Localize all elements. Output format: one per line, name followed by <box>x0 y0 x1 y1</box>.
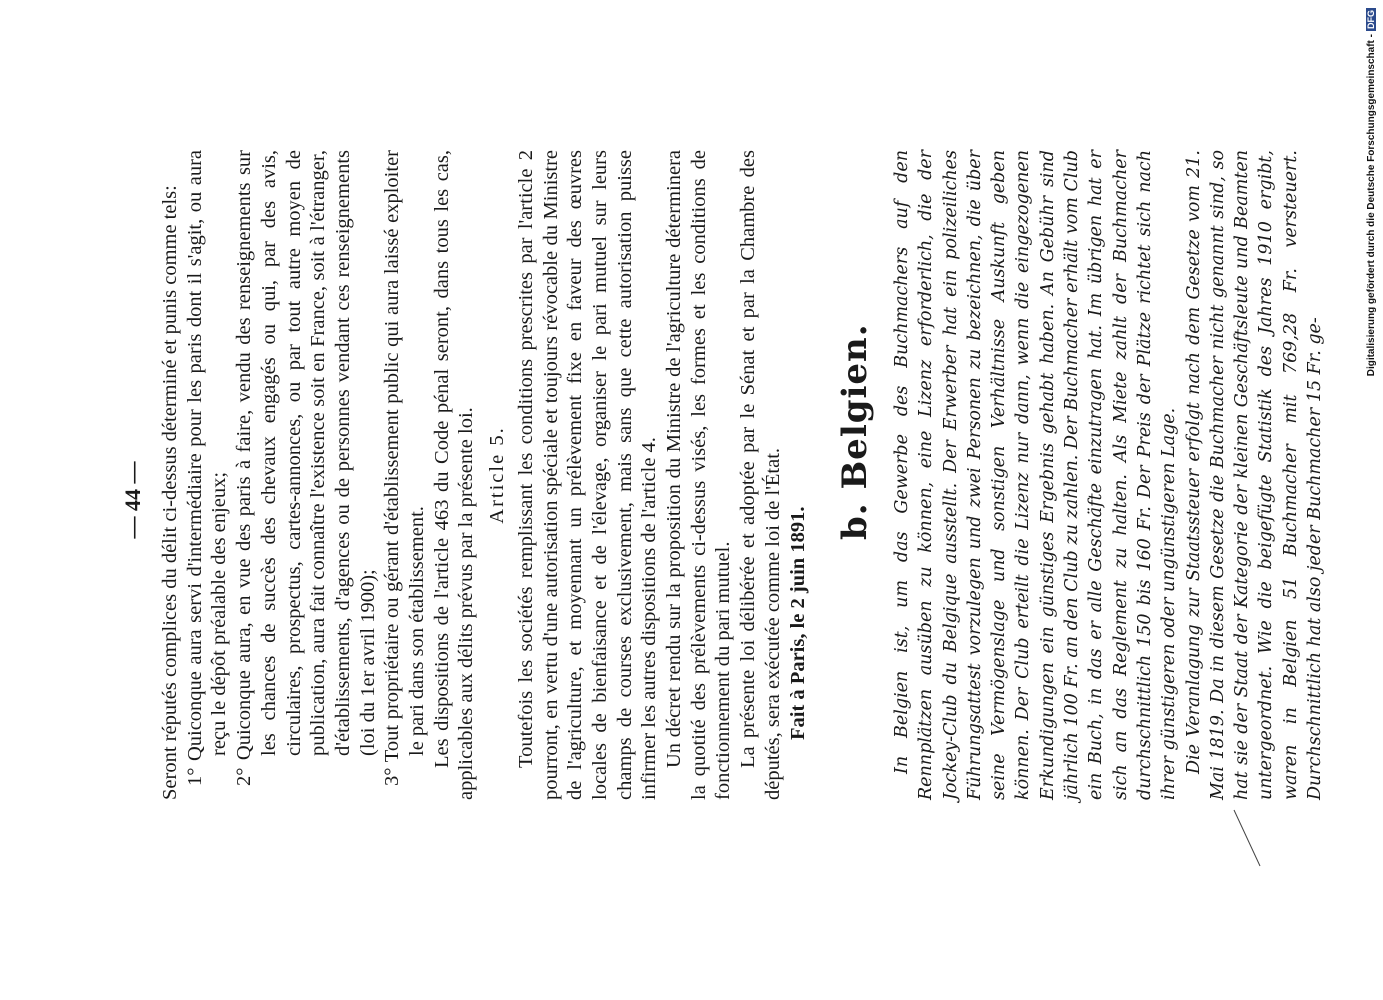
loi-paragraph: La présente loi délibérée et adoptée par le Sénat et par la Chambre des députés, sera exécutée comme loi de l'État. <box>737 150 784 800</box>
intro-paragraph: Seront réputés complices du délit ci-dessus déterminé et punis comme tels: <box>159 185 181 800</box>
section-title: b. Belgien. <box>835 323 875 540</box>
pencil-mark <box>1232 808 1262 868</box>
decret-paragraph: Un décret rendu sur la proposition du Ministre de l'agriculture déterminera la quotité des prélèvements ci-dessus visés, les formes et les conditions de fonctionnement du pari mutuel. <box>663 150 735 800</box>
list-item-3: 3° Tout propriétaire ou gérant d'établissement public qui aura laissé exploiter le pari dans son établissement. <box>381 150 429 786</box>
dfg-logo: DFG <box>1366 10 1376 29</box>
french-law-text <box>158 150 810 800</box>
code-paragraph: Les dispositions de l'article 463 du Code pénal seront, dans tous les cas, applicables aux délits prévus par la présente loi. <box>430 150 478 800</box>
credit-text: Digitalisierung gefördert durch die Deutsche Forschungsgemeinschaft - <box>1366 34 1377 377</box>
digitization-credit <box>1366 8 1380 388</box>
list-item-1: 1° Quiconque aura servi d'intermédiaire pour les paris dont il s'agit, ou aura reçu le dépôt préalable des enjeux; <box>183 150 231 786</box>
list-item-2: 2° Quiconque aura, en vue des paris à faire, vendu des renseignements sur les chances de succès des chevaux engagés ou qui, par des avis, circulaires, prospectus, cartes-annonces, ou par tout autre moyen de publication, aura fait connaître l'existence soit en France, soit à l'étranger, d'établissements, d'agences ou de personnes vendant ces renseignements (loi du 1er avril 1900); <box>233 150 379 786</box>
german-paragraph-1: In Belgien ist, um das Gewerbe des Buchmachers auf den Rennplätzen ausüben zu können, eine Lizenz erforderlich, die der Jockey-Club du Belgique ausstellt. Der Erwerber hat ein polizeiliches Führungsattest vorzulegen und zwei Personen zu bezeichnen, die über seine Vermögenslage und sonstigen Verhältnisse Auskunft geben können. Der Club erteilt die Lizenz nur dann, wenn die eingezogenen Erkundigungen ein günstiges Ergebnis gehabt haben. An Gebühr sind jährlich 100 Fr. an den Club zu zahlen. Der Buchmacher erhält vom Club ein Buch, in das er alle Geschäfte einzutragen hat. Im übrigen hat er sich an das Reglement zu halten. Als Miete zahlt der Buchmacher durchschnittlich 150 bis 160 Fr. Der Preis der Plätze richtet sich nach ihrer günstigeren oder ungünstigeren Lage. <box>892 150 1180 800</box>
page-number: — 44 — <box>120 461 145 539</box>
german-text <box>890 150 1327 800</box>
signature-line: Fait à Paris, le 2 juin 1891. <box>786 506 809 740</box>
german-paragraph-2: Die Veranlagung zur Staatssteuer erfolgt nach dem Gesetze vom 21. Mai 1819. Da in diesem Gesetze die Buchmacher nicht genannt sind, so hat sie der Staat der Kategorie der kleinen Geschäftsleute und Beamten untergeordnet. Wie die beigefügte Statistik des Jahres 1910 ergibt, waren in Belgien 51 Buchmacher mit 769,28 Fr. versteuert. Durchschnittlich hat also jeder Buchmacher 15 Fr. ge- <box>1183 150 1326 800</box>
toutefois-paragraph: Toutefois les sociétés remplissant les conditions prescrites par l'article 2 pourront, en vertu d'une autorisation spéciale et toujours révocable du Ministre de l'agriculture, et moyennant un prélèvement fixe en faveur des œuvres locales de bienfaisance et de l'élevage, organiser le pari mutuel sur leurs champs de courses exclusivement, mais sans que cette autorisation puisse infirmer les autres dispositions de l'article 4. <box>514 150 661 800</box>
article-heading: Article 5. <box>486 426 509 524</box>
